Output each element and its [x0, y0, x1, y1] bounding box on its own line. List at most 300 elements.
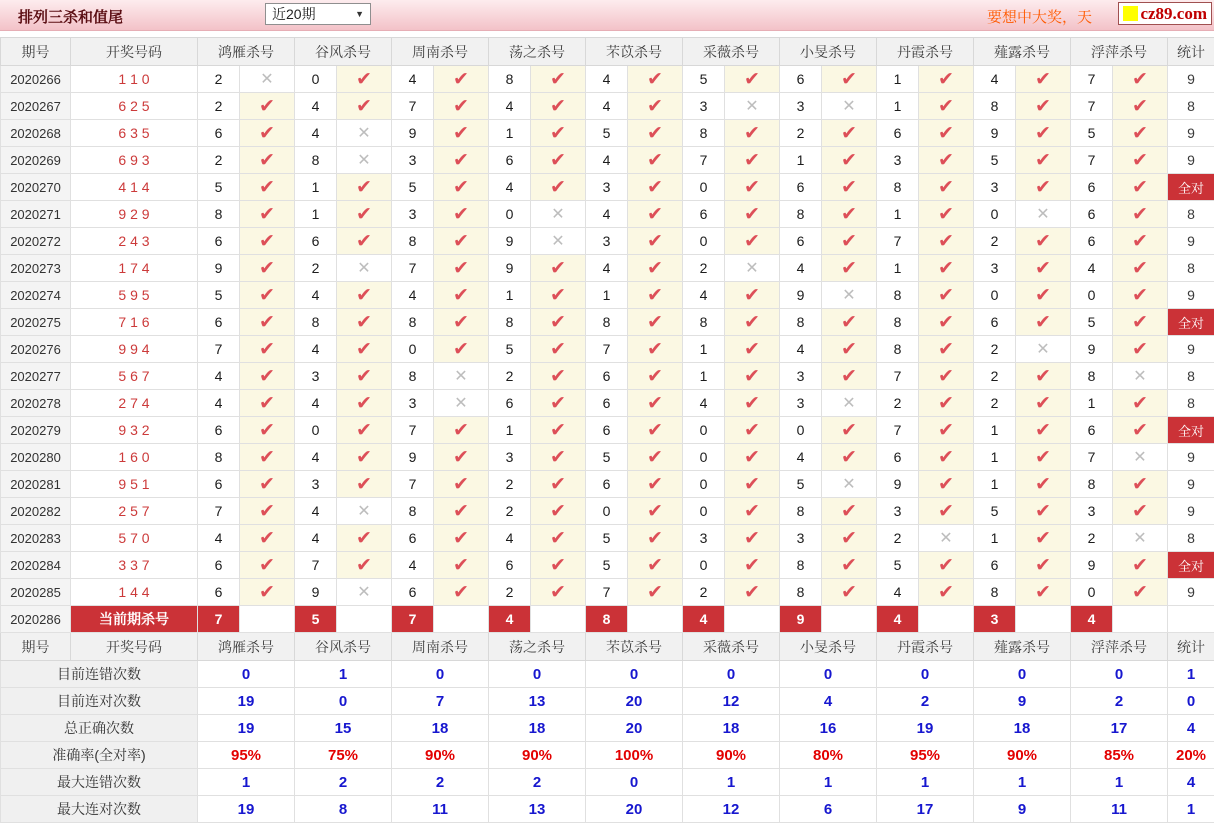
col-header-kill-4: 芣苡杀号 [586, 38, 683, 66]
check-icon: ✔ [841, 555, 857, 576]
check-icon: ✔ [356, 231, 372, 252]
kill-value-cell: 2 [489, 471, 531, 498]
check-icon: ✔ [647, 69, 663, 90]
table-row [1, 147, 1214, 174]
kill-value-cell: 6 [489, 390, 531, 417]
kill-value-cell: 6 [198, 579, 240, 606]
check-icon: ✔ [938, 258, 954, 279]
mark-cell [1016, 390, 1071, 417]
kill-value-cell: 2 [198, 93, 240, 120]
mark-cell [434, 498, 489, 525]
mark-cell [725, 471, 780, 498]
check-icon: ✔ [938, 285, 954, 306]
kill-value-cell: 0 [974, 282, 1016, 309]
mark-cell [434, 147, 489, 174]
check-icon: ✔ [356, 285, 372, 306]
check-icon: ✔ [550, 150, 566, 171]
kill-value-cell: 7 [198, 498, 240, 525]
kill-value-cell: 6 [586, 471, 628, 498]
summary-row [1, 742, 1214, 769]
cross-icon: ✕ [939, 530, 952, 547]
summary-value-cell: 95% [198, 742, 295, 769]
table-row [1, 336, 1214, 363]
check-icon: ✔ [356, 96, 372, 117]
mark-cell [337, 606, 392, 633]
period-cell: 2020267 [1, 93, 71, 120]
kill-value-cell: 2 [877, 525, 919, 552]
mark-cell [822, 147, 877, 174]
kill-value-cell: 6 [1071, 417, 1113, 444]
period-cell: 2020275 [1, 309, 71, 336]
mark-cell [822, 498, 877, 525]
summary-stats-cell: 1 [1168, 796, 1214, 823]
summary-value-cell: 11 [392, 796, 489, 823]
cross-icon: ✕ [1133, 530, 1146, 547]
kill-value-cell: 6 [586, 363, 628, 390]
summary-value-cell: 0 [392, 661, 489, 688]
check-icon: ✔ [259, 96, 275, 117]
mark-cell [240, 147, 295, 174]
check-icon: ✔ [453, 474, 469, 495]
check-icon: ✔ [744, 366, 760, 387]
mark-cell [822, 471, 877, 498]
mark-cell [1016, 336, 1071, 363]
mark-cell [1113, 309, 1168, 336]
check-icon: ✔ [1035, 231, 1051, 252]
mark-cell [337, 498, 392, 525]
stats-cell: 9 [1168, 120, 1214, 147]
kill-value-cell: 4 [974, 66, 1016, 93]
check-icon: ✔ [647, 231, 663, 252]
table-row [1, 498, 1214, 525]
check-icon: ✔ [647, 474, 663, 495]
winning-numbers-cell: 1 1 0 [71, 66, 198, 93]
mark-cell [240, 471, 295, 498]
kill-value-cell: 7 [392, 417, 434, 444]
kill-value-cell: 8 [780, 201, 822, 228]
mark-cell [434, 552, 489, 579]
mark-cell [919, 174, 974, 201]
check-icon: ✔ [1035, 555, 1051, 576]
kill-value-cell: 3 [877, 147, 919, 174]
winning-numbers-cell: 2 5 7 [71, 498, 198, 525]
cross-icon: ✕ [357, 152, 370, 169]
mark-cell [919, 66, 974, 93]
kill-value-cell: 4 [489, 174, 531, 201]
kill-value-cell: 6 [198, 309, 240, 336]
winning-numbers-cell: 1 4 4 [71, 579, 198, 606]
summary-value-cell: 0 [1071, 661, 1168, 688]
winning-numbers-cell: 6 3 5 [71, 120, 198, 147]
page-title: 排列三杀和值尾 [18, 6, 123, 27]
check-icon: ✔ [356, 474, 372, 495]
mark-cell [1113, 255, 1168, 282]
mark-cell [240, 417, 295, 444]
check-icon: ✔ [647, 312, 663, 333]
mark-cell [531, 174, 586, 201]
summary-value-cell: 1 [974, 769, 1071, 796]
kill-value-cell: 6 [974, 309, 1016, 336]
mark-cell [337, 201, 392, 228]
mark-cell [434, 525, 489, 552]
kill-value-cell: 7 [392, 93, 434, 120]
mark-cell [240, 363, 295, 390]
col-header-kill-6: 小旻杀号 [780, 38, 877, 66]
check-icon: ✔ [647, 204, 663, 225]
check-icon: ✔ [841, 231, 857, 252]
summary-value-cell: 90% [489, 742, 586, 769]
mark-cell [822, 309, 877, 336]
mark-cell [822, 228, 877, 255]
kill-value-cell: 8 [198, 444, 240, 471]
check-icon: ✔ [1035, 69, 1051, 90]
check-icon: ✔ [938, 69, 954, 90]
table-row [1, 579, 1214, 606]
kill-value-cell: 3 [295, 471, 337, 498]
check-icon: ✔ [259, 150, 275, 171]
mark-cell [434, 309, 489, 336]
summary-value-cell: 6 [780, 796, 877, 823]
check-icon: ✔ [1132, 258, 1148, 279]
current-kill-label: 当前期杀号 [71, 606, 198, 633]
full-match-badge: 全对 [1168, 309, 1214, 336]
check-icon: ✔ [1035, 393, 1051, 414]
kill-value-cell: 4 [295, 282, 337, 309]
mark-cell [434, 228, 489, 255]
cross-icon: ✕ [1036, 341, 1049, 358]
mark-cell [337, 255, 392, 282]
mark-cell [725, 444, 780, 471]
summary-value-cell: 20 [586, 688, 683, 715]
mark-cell [531, 444, 586, 471]
kill-value-cell: 4 [877, 579, 919, 606]
cross-icon: ✕ [551, 206, 564, 223]
kill-value-cell: 0 [489, 201, 531, 228]
check-icon: ✔ [356, 447, 372, 468]
check-icon: ✔ [938, 393, 954, 414]
kill-value-cell: 3 [295, 363, 337, 390]
kill-value-cell: 5 [1071, 309, 1113, 336]
mark-cell [240, 579, 295, 606]
winning-numbers-cell: 1 7 4 [71, 255, 198, 282]
kill-value-cell: 0 [683, 471, 725, 498]
kill-value-cell: 3 [780, 525, 822, 552]
kill-value-cell: 4 [586, 147, 628, 174]
col-header-kill-4: 芣苡杀号 [586, 633, 683, 661]
current-kill-value-cell: 4 [877, 606, 919, 633]
summary-row [1, 688, 1214, 715]
check-icon: ✔ [1035, 528, 1051, 549]
mark-cell [919, 471, 974, 498]
summary-value-cell: 9 [974, 796, 1071, 823]
kill-value-cell: 1 [489, 120, 531, 147]
col-header-kill-8: 薤露杀号 [974, 633, 1071, 661]
mark-cell [1016, 174, 1071, 201]
mark-cell [628, 255, 683, 282]
col-header-kill-9: 浮萍杀号 [1071, 38, 1168, 66]
kill-value-cell: 4 [392, 552, 434, 579]
check-icon: ✔ [453, 339, 469, 360]
kill-value-cell: 1 [877, 66, 919, 93]
kill-value-cell: 4 [295, 120, 337, 147]
mark-cell [822, 363, 877, 390]
check-icon: ✔ [550, 528, 566, 549]
mark-cell [1113, 201, 1168, 228]
table-row [1, 120, 1214, 147]
stats-cell: 9 [1168, 147, 1214, 174]
kill-value-cell: 8 [974, 93, 1016, 120]
kill-value-cell: 0 [683, 174, 725, 201]
stats-cell: 8 [1168, 363, 1214, 390]
col-header-kill-0: 鸿雁杀号 [198, 633, 295, 661]
check-icon: ✔ [550, 312, 566, 333]
check-icon: ✔ [744, 501, 760, 522]
summary-label: 准确率(全对率) [1, 742, 198, 769]
mark-cell [240, 93, 295, 120]
check-icon: ✔ [647, 366, 663, 387]
kill-value-cell: 0 [683, 498, 725, 525]
kill-value-cell: 1 [489, 417, 531, 444]
kill-value-cell: 0 [1071, 282, 1113, 309]
check-icon: ✔ [259, 285, 275, 306]
summary-value-cell: 100% [586, 742, 683, 769]
kill-value-cell: 3 [489, 444, 531, 471]
col-header-numbers: 开奖号码 [71, 633, 198, 661]
check-icon: ✔ [453, 69, 469, 90]
mark-cell [1016, 309, 1071, 336]
summary-value-cell: 16 [780, 715, 877, 742]
check-icon: ✔ [841, 150, 857, 171]
mark-cell [1016, 66, 1071, 93]
col-header-kill-5: 采薇杀号 [683, 633, 780, 661]
check-icon: ✔ [1035, 420, 1051, 441]
kill-value-cell: 8 [877, 309, 919, 336]
stats-cell: 9 [1168, 228, 1214, 255]
check-icon: ✔ [550, 285, 566, 306]
mark-cell [1113, 579, 1168, 606]
mark-cell [725, 498, 780, 525]
current-kill-value-cell: 4 [489, 606, 531, 633]
check-icon: ✔ [744, 312, 760, 333]
check-icon: ✔ [1035, 366, 1051, 387]
mark-cell [531, 579, 586, 606]
check-icon: ✔ [744, 69, 760, 90]
kill-value-cell: 5 [683, 66, 725, 93]
kill-value-cell: 6 [780, 66, 822, 93]
kill-value-cell: 5 [586, 525, 628, 552]
check-icon: ✔ [1035, 582, 1051, 603]
col-header-numbers: 开奖号码 [71, 38, 198, 66]
kill-number-table [0, 37, 1214, 823]
kill-value-cell: 2 [198, 147, 240, 174]
check-icon: ✔ [647, 555, 663, 576]
cross-icon: ✕ [357, 260, 370, 277]
summary-value-cell: 12 [683, 688, 780, 715]
summary-value-cell: 90% [974, 742, 1071, 769]
check-icon: ✔ [453, 555, 469, 576]
check-icon: ✔ [259, 528, 275, 549]
summary-value-cell: 1 [198, 769, 295, 796]
stats-cell: 8 [1168, 93, 1214, 120]
check-icon: ✔ [1035, 150, 1051, 171]
kill-value-cell: 4 [489, 93, 531, 120]
kill-value-cell: 3 [683, 525, 725, 552]
mark-cell [725, 147, 780, 174]
kill-value-cell: 1 [877, 201, 919, 228]
kill-value-cell: 5 [1071, 120, 1113, 147]
kill-value-cell: 6 [198, 120, 240, 147]
mark-cell [628, 66, 683, 93]
kill-value-cell: 3 [586, 174, 628, 201]
kill-value-cell: 8 [392, 309, 434, 336]
summary-value-cell: 8 [295, 796, 392, 823]
check-icon: ✔ [1132, 474, 1148, 495]
mark-cell [1016, 255, 1071, 282]
cross-icon: ✕ [745, 260, 758, 277]
period-cell: 2020273 [1, 255, 71, 282]
summary-label: 最大连错次数 [1, 769, 198, 796]
mark-cell [1113, 336, 1168, 363]
period-range-select[interactable] [265, 3, 371, 25]
summary-value-cell: 0 [586, 661, 683, 688]
kill-value-cell: 8 [392, 228, 434, 255]
kill-value-cell: 8 [683, 309, 725, 336]
check-icon: ✔ [744, 582, 760, 603]
period-range-value: 近20期 [272, 4, 316, 24]
winning-numbers-cell: 2 7 4 [71, 390, 198, 417]
stats-cell: 8 [1168, 201, 1214, 228]
summary-value-cell: 19 [198, 715, 295, 742]
check-icon: ✔ [841, 528, 857, 549]
summary-value-cell: 7 [392, 688, 489, 715]
mark-cell [240, 336, 295, 363]
cross-icon: ✕ [1133, 368, 1146, 385]
check-icon: ✔ [259, 474, 275, 495]
mark-cell [919, 444, 974, 471]
col-header-kill-1: 谷风杀号 [295, 38, 392, 66]
kill-value-cell: 8 [392, 498, 434, 525]
summary-value-cell: 75% [295, 742, 392, 769]
check-icon: ✔ [1035, 447, 1051, 468]
kill-value-cell: 3 [392, 147, 434, 174]
mark-cell [628, 471, 683, 498]
mark-cell [1016, 552, 1071, 579]
check-icon: ✔ [259, 501, 275, 522]
kill-value-cell: 6 [877, 444, 919, 471]
mark-cell [725, 336, 780, 363]
check-icon: ✔ [453, 258, 469, 279]
table-row [1, 228, 1214, 255]
check-icon: ✔ [550, 69, 566, 90]
stats-cell: 9 [1168, 66, 1214, 93]
check-icon: ✔ [1132, 312, 1148, 333]
mark-cell [919, 309, 974, 336]
check-icon: ✔ [453, 123, 469, 144]
logo-yellow-square-icon [1123, 6, 1138, 21]
kill-value-cell: 1 [974, 417, 1016, 444]
mark-cell [628, 444, 683, 471]
check-icon: ✔ [356, 69, 372, 90]
mark-cell [531, 147, 586, 174]
mark-cell [240, 390, 295, 417]
summary-value-cell: 2 [877, 688, 974, 715]
kill-value-cell: 8 [198, 201, 240, 228]
check-icon: ✔ [647, 447, 663, 468]
check-icon: ✔ [1132, 150, 1148, 171]
table-row [1, 552, 1214, 579]
mark-cell [434, 579, 489, 606]
mark-cell [628, 228, 683, 255]
kill-value-cell: 4 [295, 498, 337, 525]
table-row [1, 363, 1214, 390]
check-icon: ✔ [550, 555, 566, 576]
check-icon: ✔ [647, 501, 663, 522]
mark-cell [434, 66, 489, 93]
kill-value-cell: 6 [392, 525, 434, 552]
mark-cell [628, 363, 683, 390]
check-icon: ✔ [453, 204, 469, 225]
mark-cell [434, 174, 489, 201]
cross-icon: ✕ [1133, 449, 1146, 466]
summary-value-cell: 0 [198, 661, 295, 688]
kill-value-cell: 4 [780, 336, 822, 363]
kill-value-cell: 9 [489, 255, 531, 282]
cross-icon: ✕ [842, 476, 855, 493]
table-row [1, 66, 1214, 93]
summary-value-cell: 17 [877, 796, 974, 823]
kill-value-cell: 4 [295, 390, 337, 417]
mark-cell [628, 282, 683, 309]
mark-cell [337, 471, 392, 498]
col-header-stats: 统计 [1168, 38, 1214, 66]
kill-value-cell: 6 [780, 174, 822, 201]
mark-cell [725, 66, 780, 93]
mark-cell [337, 444, 392, 471]
mark-cell [628, 120, 683, 147]
check-icon: ✔ [647, 258, 663, 279]
kill-value-cell: 0 [683, 417, 725, 444]
kill-value-cell: 7 [1071, 444, 1113, 471]
check-icon: ✔ [938, 150, 954, 171]
mark-cell [531, 363, 586, 390]
period-cell: 2020266 [1, 66, 71, 93]
check-icon: ✔ [550, 339, 566, 360]
mark-cell [434, 390, 489, 417]
current-kill-value-cell: 3 [974, 606, 1016, 633]
kill-value-cell: 4 [295, 525, 337, 552]
winning-numbers-cell: 1 6 0 [71, 444, 198, 471]
kill-value-cell: 1 [877, 93, 919, 120]
site-logo[interactable] [1118, 2, 1212, 25]
period-cell: 2020268 [1, 120, 71, 147]
kill-value-cell: 0 [295, 66, 337, 93]
mark-cell [919, 552, 974, 579]
summary-value-cell: 1 [877, 769, 974, 796]
kill-value-cell: 3 [683, 93, 725, 120]
col-header-kill-1: 谷风杀号 [295, 633, 392, 661]
col-header-kill-7: 丹霞杀号 [877, 633, 974, 661]
mark-cell [434, 282, 489, 309]
kill-value-cell: 2 [295, 255, 337, 282]
mark-cell [337, 282, 392, 309]
cross-icon: ✕ [551, 233, 564, 250]
check-icon: ✔ [841, 312, 857, 333]
check-icon: ✔ [356, 366, 372, 387]
mark-cell [822, 174, 877, 201]
mark-cell [531, 498, 586, 525]
cross-icon: ✕ [260, 71, 273, 88]
check-icon: ✔ [1132, 96, 1148, 117]
